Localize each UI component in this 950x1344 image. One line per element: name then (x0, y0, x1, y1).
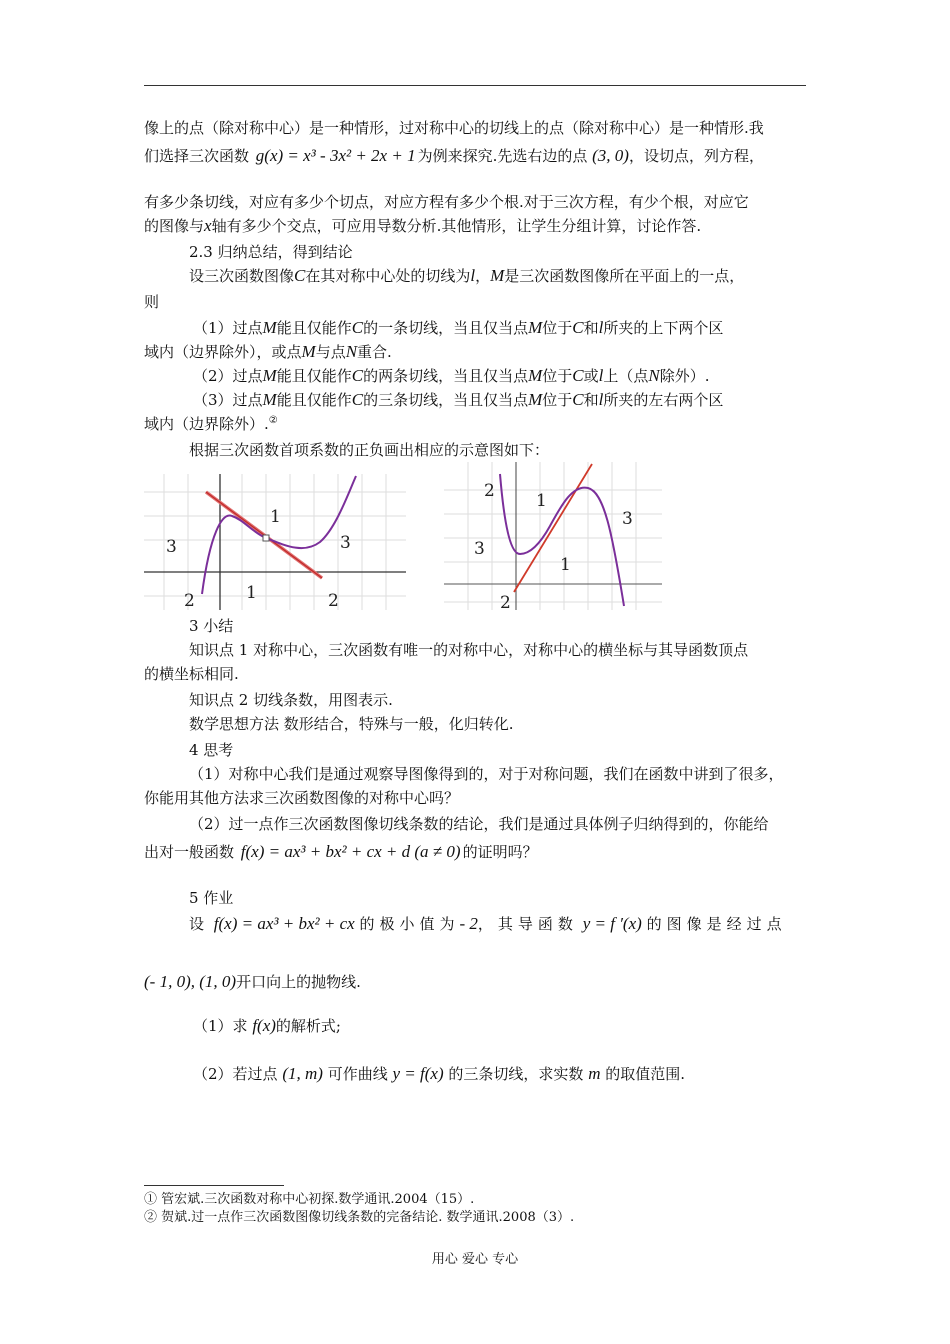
region-label: 2 (184, 591, 195, 611)
region-label: 3 (166, 537, 177, 557)
text-line: 知识点 1 对称中心，三次函数有唯一的对称中心，对称中心的横坐标与其导函数顶点 (189, 641, 749, 659)
text-line: (- 1, 0), (1, 0)开口向上的抛物线. (144, 972, 361, 991)
text-line: 知识点 2 切线条数，用图表示. (189, 691, 393, 709)
section-heading: 5 作业 (189, 889, 234, 907)
text-line: 的图像与x轴有多少个交点，可应用导数分析.其他情形，让学生分组计算，讨论作答. (144, 216, 702, 235)
text-line: （1）对称中心我们是通过观察导图像得到的，对于对称问题，我们在函数中讲到了很多， (189, 765, 784, 783)
text-line: （1）过点M能且仅能作C的一条切线，当且仅当点M位于C和l所夹的上下两个区 (193, 318, 724, 337)
text-line: 根据三次函数首项系数的正负画出相应的示意图如下： (189, 441, 550, 459)
text-line: 数学思想方法 数形结合，特殊与一般，化归转化. (189, 715, 514, 733)
text-line: （2）过一点作三次函数图像切线条数的结论，我们是通过具体例子归纳得到的，你能给 (189, 815, 769, 833)
text-line: 们选择三次函数 g(x) = x³ - 3x² + 2x + 1 为例来探究.先选右边的点 (3, 0)，设切点，列方程， (144, 146, 764, 165)
region-label: 2 (328, 591, 339, 611)
region-label: 3 (340, 533, 351, 553)
text-line: 则 (144, 293, 160, 311)
text-line: （2）若过点 (1, m) 可作曲线 y = f(x) 的三条切线，求实数 m 的取值范围. (193, 1064, 686, 1083)
region-label: 1 (560, 555, 571, 575)
text-line: 你能用其他方法求三次函数图像的对称中心吗？ (144, 789, 460, 807)
text-line: 出对一般函数 f(x) = ax³ + bx² + cx + d (a ≠ 0) 的证明吗？ (144, 842, 538, 861)
footnote-ref: ② (268, 415, 278, 426)
figure-left-positive-cubic (144, 474, 406, 612)
section-heading: 3 小结 (189, 617, 234, 635)
text-line: （3）过点M能且仅能作C的三条切线，当且仅当点M位于C和l所夹的左右两个区 (193, 390, 724, 409)
text-line: （2）过点M能且仅能作C的两条切线，当且仅当点M位于C或l上（点N除外）. (193, 366, 710, 385)
formula-point: (3, 0) (592, 146, 629, 165)
region-label: 1 (246, 583, 257, 603)
formula-g: g(x) = x³ - 3x² + 2x + 1 (255, 146, 416, 165)
region-label: 2 (500, 593, 511, 612)
text-line: 的横坐标相同. (144, 665, 239, 683)
page-footer: 用心 爱心 专心 (431, 1252, 519, 1267)
text-line: 域内（边界除外）.② (144, 415, 278, 433)
header-rule (144, 85, 806, 86)
footnote-rule (144, 1185, 284, 1186)
region-label: 3 (474, 539, 485, 559)
section-heading: 4 思考 (189, 741, 234, 759)
text-line: 设三次函数图像C在其对称中心处的切线为l，M是三次函数图像所在平面上的一点， (189, 266, 745, 285)
text-line: 像上的点（除对称中心）是一种情形，过对称中心的切线上的点（除对称中心）是一种情形.我 (144, 119, 764, 137)
region-label: 1 (270, 507, 281, 527)
text-line: 域内（边界除外），或点M与点N重合. (144, 342, 392, 361)
footnote: ① 管宏斌.三次函数对称中心初探.数学通讯.2004（15）. (144, 1192, 475, 1207)
section-heading: 2.3 归纳总结，得到结论 (189, 243, 353, 261)
formula-f: f(x) = ax³ + bx² + cx (213, 914, 355, 933)
formula-points: (- 1, 0), (1, 0) (144, 972, 237, 991)
region-label: 2 (484, 481, 495, 501)
region-label: 3 (622, 509, 633, 529)
figure-right-negative-cubic (444, 462, 662, 612)
footnote: ② 贺斌.过一点作三次函数图像切线条数的完备结论. 数学通讯.2008（3）. (144, 1210, 575, 1225)
region-label: 1 (536, 491, 547, 511)
text-line: 有多少条切线，对应有多少个切点，对应方程有多少个根.对于三次方程，有少个根，对应它 (144, 193, 749, 211)
text-line: （1）求 f(x)的解析式; (193, 1016, 341, 1035)
text-line: 设 f(x) = ax³ + bx² + cx 的极小值为- 2，其导函数 y = f ′(x) 的图像是经过点 (189, 914, 787, 933)
formula-general-cubic: f(x) = ax³ + bx² + cx + d (a ≠ 0) (240, 842, 461, 861)
formula-derivative: y = f ′(x) (582, 914, 642, 933)
